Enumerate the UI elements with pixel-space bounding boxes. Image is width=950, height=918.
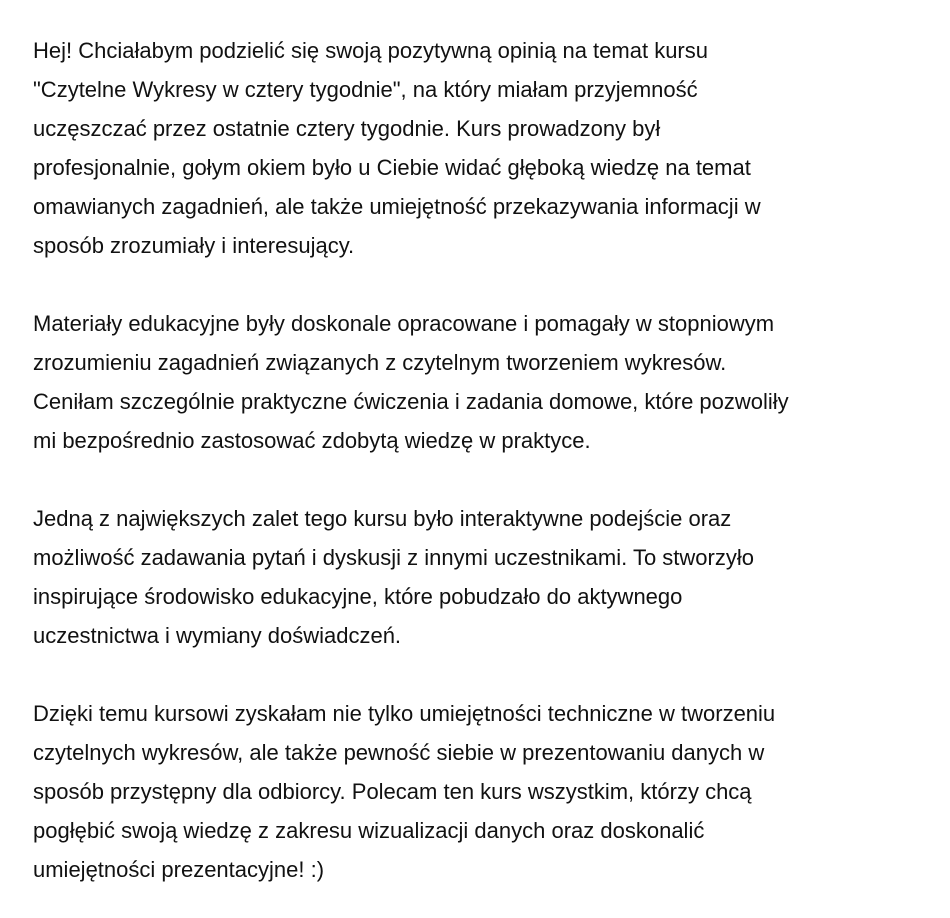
text-line: inspirujące środowisko edukacyjne, które pobudzało do aktywnego	[33, 584, 683, 609]
text-line: czytelnych wykresów, ale także pewność siebie w prezentowaniu danych w	[33, 740, 765, 765]
paragraph-3	[33, 499, 950, 655]
text-line: Ceniłam szczególnie praktyczne ćwiczenia i zadania domowe, które pozwoliły	[33, 389, 789, 414]
text-line: zrozumieniu zagadnień związanych z czytelnym tworzeniem wykresów.	[33, 350, 727, 375]
text-line: mi bezpośrednio zastosować zdobytą wiedzę w praktyce.	[33, 428, 591, 453]
text-line: Hej! Chciałabym podzielić się swoją pozytywną opinią na temat kursu	[33, 38, 708, 63]
text-line: uczęszczać przez ostatnie cztery tygodnie. Kurs prowadzony był	[33, 116, 661, 141]
text-line: sposób przystępny dla odbiorcy. Polecam ten kurs wszystkim, którzy chcą	[33, 779, 752, 804]
text-line: Jedną z największych zalet tego kursu było interaktywne podejście oraz	[33, 506, 732, 531]
text-line: uczestnictwa i wymiany doświadczeń.	[33, 623, 402, 648]
paragraph-1	[33, 31, 950, 265]
paragraph-4	[33, 694, 950, 889]
text-line: profesjonalnie, gołym okiem było u Ciebie widać głęboką wiedzę na temat	[33, 155, 751, 180]
text-line: pogłębić swoją wiedzę z zakresu wizualizacji danych oraz doskonalić	[33, 818, 705, 843]
text-line: Materiały edukacyjne były doskonale opracowane i pomagały w stopniowym	[33, 311, 775, 336]
text-line: omawianych zagadnień, ale także umiejętność przekazywania informacji w	[33, 194, 761, 219]
text-line: "Czytelne Wykresy w cztery tygodnie", na który miałam przyjemność	[33, 77, 698, 102]
text-line: umiejętności prezentacyjne! :)	[33, 857, 325, 882]
text-line: Dzięki temu kursowi zyskałam nie tylko umiejętności techniczne w tworzeniu	[33, 701, 776, 726]
text-line: sposób zrozumiały i interesujący.	[33, 233, 355, 258]
text-line: możliwość zadawania pytań i dyskusji z innymi uczestnikami. To stworzyło	[33, 545, 754, 570]
paragraph-2	[33, 304, 950, 460]
